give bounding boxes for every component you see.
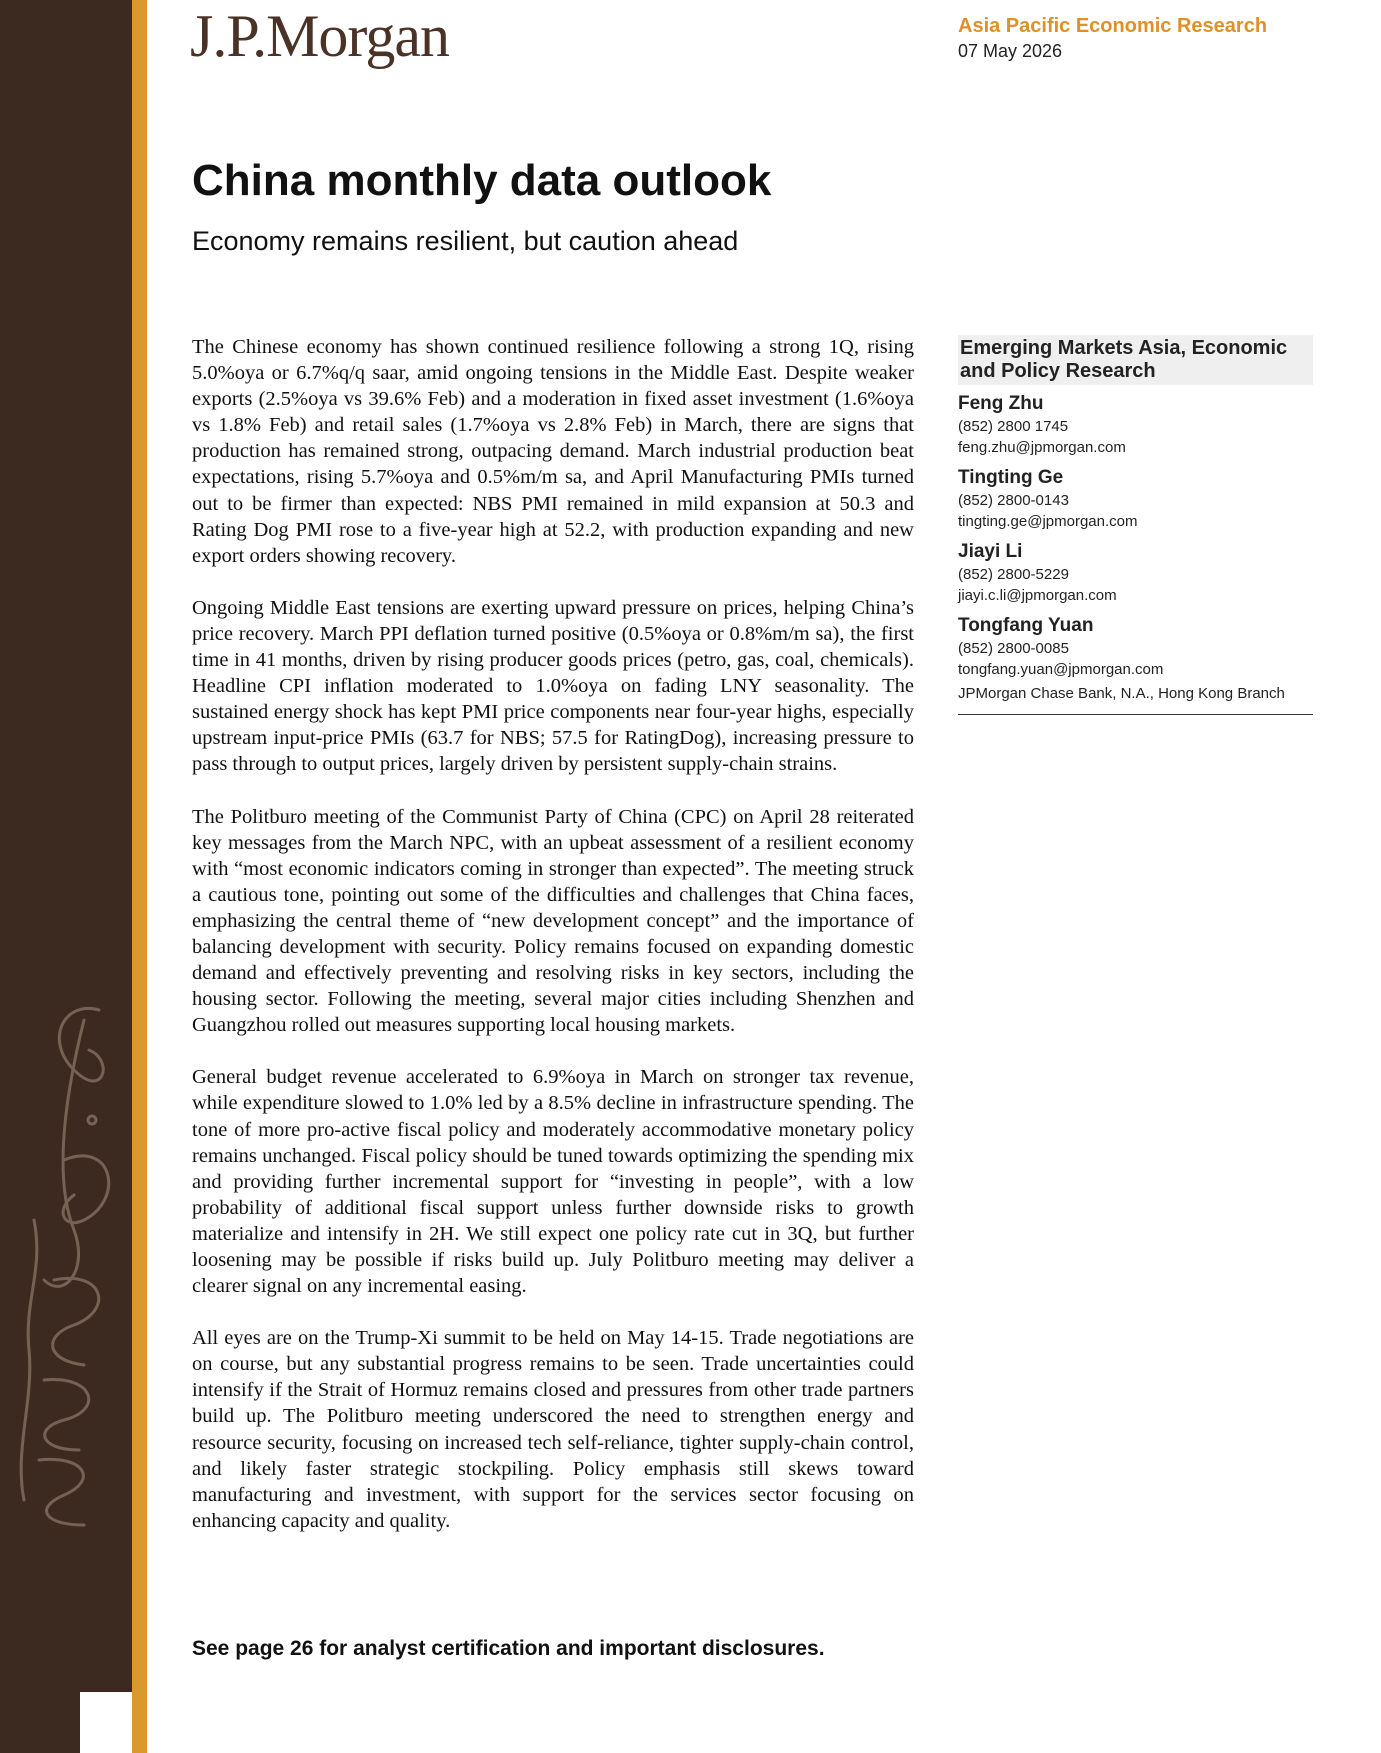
page-subtitle: Economy remains resilient, but caution ahead [192, 226, 739, 256]
report-date: 07 May 2026 [958, 41, 1063, 61]
analyst-phone: (852) 2800-0085 [958, 640, 1069, 657]
analyst-email[interactable]: jiayi.c.li@jpmorgan.com [958, 587, 1117, 604]
paragraph-5: All eyes are on the Trump-Xi summit to be held on May 14-15. Trade negotiations are on course, but any substantial progress remains to be seen. Trade uncertainties could intensify if the Strait of Hormuz remains closed and pressures from other trade partners build up. The Politburo meeting underscored the need to strengthen energy and resource security, focusing on increased tech self-reliance, tighter supply-chain control, and likely faster strategic stockpiling. Policy emphasis still skews toward manufacturing and investment, with support for the services sector focusing on enhancing capacity and quality. [192, 1327, 914, 1532]
analyst-card [958, 466, 1313, 532]
article-body [192, 334, 914, 1560]
analyst-phone: (852) 2800-5229 [958, 566, 1069, 583]
jpmorgan-logo: J.P.Morgan [190, 3, 449, 69]
paragraph-4: General budget revenue accelerated to 6.9%oya in March on stronger tax revenue, while expenditure slowed to 1.0% led by a 8.5% decline in infrastructure spending. The tone of more pro-active fiscal policy and moderately accommodative monetary policy remains unchanged. Fiscal policy should be tuned towards optimizing the spending mix and providing further incremental support for “investing in people”, with a low probability of additional fiscal support unless further downside risks to growth materialize and intensify in 2H. We still expect one policy rate cut in 3Q, but further loosening may be possible if risks build up. July Politburo meeting may deliver a clearer signal on any incremental easing. [192, 1066, 914, 1298]
page-corner-block [80, 1692, 132, 1753]
paragraph-1: The Chinese economy has shown continued resilience following a strong 1Q, rising 5.0%oya or 6.7%q/q saar, amid ongoing tensions in the Middle East. Despite weaker exports (2.5%oya vs 39.6% Feb) and a moderation in fixed asset investment (1.6%oya vs 1.8% Feb) and retail sales (1.7%oya vs 2.8% Feb) in March, there are signs that production has remained strong, outpacing demand. March industrial production beat expectations, rising 5.7%oya and 0.5%m/m sa, and April Manufacturing PMIs turned out to be firmer than expected: NBS PMI remained in mild expansion at 50.3 and Rating Dog PMI rose to a five-year high at 52.2, with production expanding and new export orders showing recovery. [192, 336, 914, 567]
bank-entity: JPMorgan Chase Bank, N.A., Hong Kong Branch [958, 685, 1285, 702]
research-team-heading: Emerging Markets Asia, Economic and Policy Research [958, 335, 1313, 385]
analyst-phone: (852) 2800-0143 [958, 492, 1069, 509]
analyst-email[interactable]: tingting.ge@jpmorgan.com [958, 513, 1138, 530]
analyst-name: Jiayi Li [958, 541, 1023, 562]
analyst-name: Feng Zhu [958, 393, 1044, 414]
jpmorgan-script-watermark [4, 980, 132, 1540]
analyst-name: Tingting Ge [958, 467, 1064, 488]
page-title: China monthly data outlook [192, 156, 772, 205]
paragraph-2: Ongoing Middle East tensions are exerting upward pressure on prices, helping China’s price recovery. March PPI deflation turned positive (0.5%oya or 0.8%m/m sa), the first time in 41 months, driven by rising producer goods prices (petro, gas, coal, chemicals). Headline CPI inflation moderated to 1.0%oya on fading LNY seasonality. The sustained energy shock has kept PMI price components near four-year highs, especially upstream input-price PMIs (63.7 for NBS; 57.5 for RatingDog), increasing pressure to pass through to output prices, largely driven by persistent supply-chain strains. [192, 596, 914, 776]
analyst-card [958, 392, 1313, 458]
header-meta [958, 15, 1267, 62]
paragraph-3: The Politburo meeting of the Communist Party of China (CPC) on April 28 reiterated key messages from the March NPC, with an upbeat assessment of a resilient economy with “most economic indicators coming in stronger than expected”. The meeting struck a cautious tone, pointing out some of the difficulties and challenges that China faces, emphasizing the central theme of “new development concept” and the importance of balancing development with security. Policy remains focused on expanding domestic demand and effectively preventing and resolving risks in key sectors, including the housing sector. Following the meeting, several major cities including Shenzhen and Guangzhou rolled out measures supporting local housing markets. [192, 805, 914, 1037]
analyst-email[interactable]: feng.zhu@jpmorgan.com [958, 439, 1126, 456]
report-series: Asia Pacific Economic Research [958, 15, 1268, 37]
left-sidebar [0, 0, 132, 1753]
gold-accent-stripe [132, 0, 147, 1753]
analyst-card [958, 540, 1313, 606]
disclosure-note: See page 26 for analyst certification and important disclosures. [192, 1637, 825, 1660]
analyst-phone: (852) 2800 1745 [958, 418, 1069, 435]
analyst-card [958, 614, 1313, 680]
analyst-name: Tongfang Yuan [958, 615, 1094, 636]
analyst-panel [958, 335, 1313, 715]
analyst-email[interactable]: tongfang.yuan@jpmorgan.com [958, 661, 1164, 678]
